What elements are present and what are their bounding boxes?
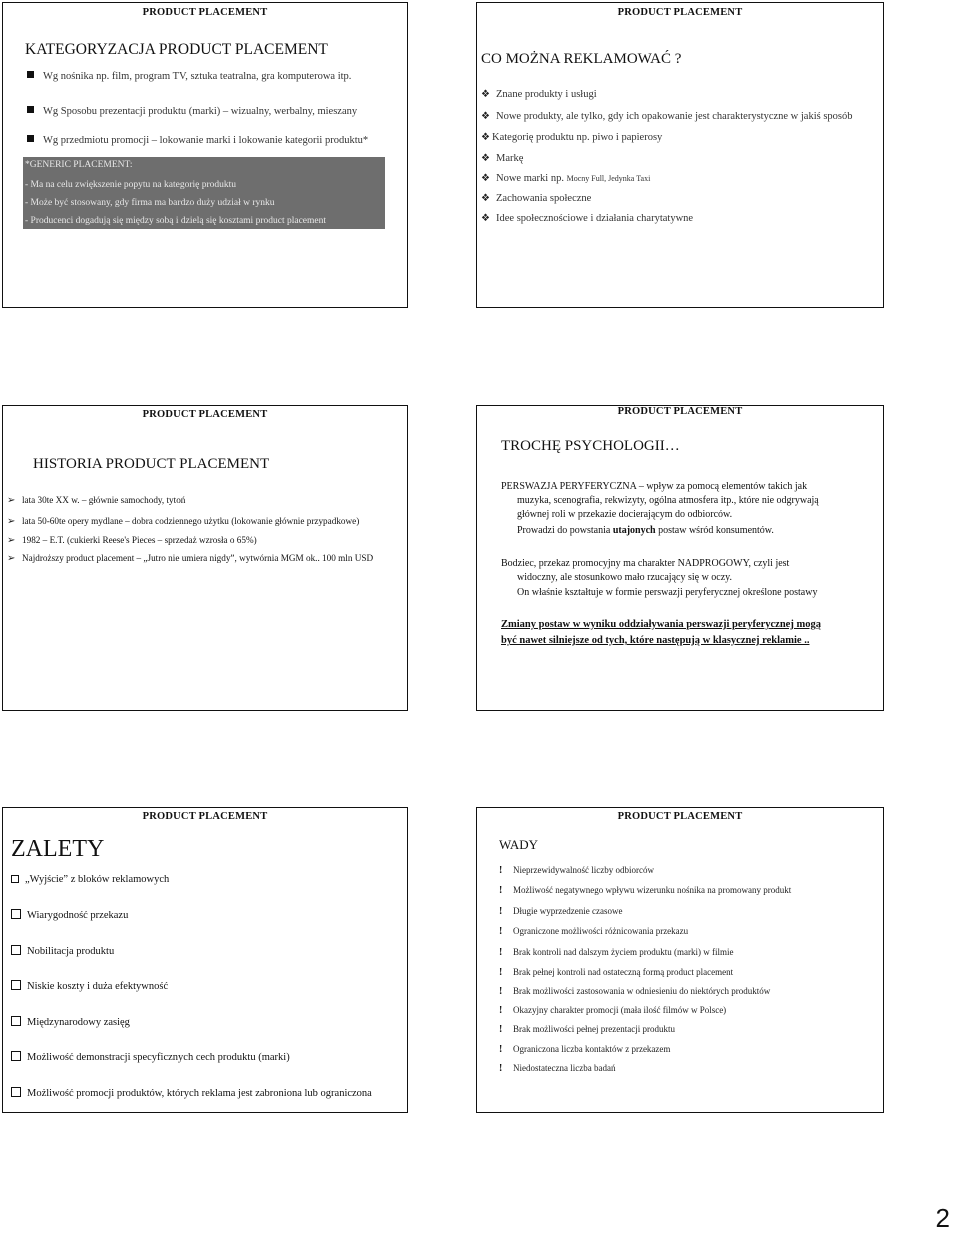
list-item: ❖ Kategorię produktu np. piwo i papierosy — [481, 132, 663, 143]
checkbox-bullet-icon — [11, 1016, 21, 1026]
square-bullet-icon — [27, 106, 34, 113]
exclamation-bullet-icon: ! — [499, 1063, 503, 1074]
paragraph-line: Prowadzi do powstania utajonych postaw wśród konsumentów. — [517, 525, 774, 536]
slide-header: PRODUCT PLACEMENT — [617, 406, 743, 417]
slide-header: PRODUCT PLACEMENT — [142, 7, 268, 18]
arrow-bullet-icon: ➢ — [7, 495, 16, 506]
checkbox-bullet-icon — [11, 909, 21, 919]
diamond-bullet-icon: ❖ — [481, 153, 490, 164]
checkbox-bullet-icon — [11, 980, 21, 990]
list-item: Nobilitacja produktu — [11, 945, 114, 957]
list-item: ❖ Nowe produkty, ale tylko, gdy ich opakowanie jest charakterystyczne w jakiś sposób — [481, 111, 853, 122]
slide-title: KATEGORYZACJA PRODUCT PLACEMENT — [25, 41, 328, 58]
list-item: Międzynarodowy zasięg — [11, 1016, 130, 1028]
generic-placement-box — [23, 157, 385, 229]
arrow-bullet-icon: ➢ — [7, 553, 16, 564]
list-item: ! Nieprzewidywalność liczby odbiorców — [499, 865, 654, 876]
exclamation-bullet-icon: ! — [499, 1024, 503, 1035]
exclamation-bullet-icon: ! — [499, 885, 503, 896]
arrow-bullet-icon: ➢ — [7, 516, 16, 527]
exclamation-bullet-icon: ! — [499, 986, 503, 997]
list-item: ! Brak możliwości pełnej prezentacji produktu — [499, 1024, 675, 1035]
list-item: Wg Sposobu prezentacji produktu (marki) – wizualny, werbalny, mieszany — [27, 106, 357, 117]
list-item: ! Brak kontroli nad dalszym życiem produktu (marki) w filmie — [499, 947, 734, 958]
slide-title: TROCHĘ PSYCHOLOGII… — [501, 438, 680, 454]
bold-statement: Zmiany postaw w wyniku oddziaływania perswazji peryferycznej mogą — [501, 619, 821, 630]
list-item: Możliwość demonstracji specyficznych cech produktu (marki) — [11, 1051, 290, 1063]
paragraph-line: muzyka, scenografia, rekwizyty, ogólna atmosfera itp., które nie odgrywają — [517, 495, 819, 506]
slide-title: ZALETY — [11, 836, 105, 862]
slide-title: CO MOŻNA REKLAMOWAĆ ? — [481, 51, 682, 67]
list-item: Wg nośnika np. film, program TV, sztuka teatralna, gra komputerowa itp. — [27, 71, 351, 82]
list-item: ➢ Najdroższy product placement – „Jutro nie umiera nigdy”, wytwórnia MGM ok.. 100 mln USD — [7, 553, 374, 564]
paragraph-line: widoczny, ale stosunkowo mało rzucający się w oczy. — [517, 572, 733, 583]
slide-title: HISTORIA PRODUCT PLACEMENT — [33, 456, 270, 472]
paragraph-line: głównej roli w przekazie docierającym do odbiorców. — [517, 509, 733, 520]
diamond-bullet-icon: ❖ — [481, 193, 490, 204]
list-item: ! Możliwość negatywnego wpływu wizerunku nośnika na promowany produkt — [499, 885, 792, 896]
square-bullet-icon — [27, 135, 34, 142]
slide-zalety — [2, 807, 408, 1113]
slide-header: PRODUCT PLACEMENT — [617, 7, 743, 18]
diamond-bullet-icon: ❖ — [481, 111, 490, 122]
list-item: „Wyjście” z bloków reklamowych — [11, 874, 169, 885]
slide-title: WADY — [499, 837, 538, 852]
list-item: ❖ Idee społecznościowe i działania charytatywne — [481, 213, 694, 224]
box-heading: *GENERIC PLACEMENT: — [25, 160, 133, 170]
list-item: Wiarygodność przekazu — [11, 909, 128, 921]
list-item: ! Niedostateczna liczba badań — [499, 1063, 616, 1074]
list-item: ❖ Markę — [481, 153, 524, 164]
square-bullet-icon — [27, 71, 34, 78]
diamond-bullet-icon: ❖ — [481, 132, 490, 143]
exclamation-bullet-icon: ! — [499, 967, 503, 978]
slide-co-mozna-reklamowac — [476, 2, 884, 308]
slide-kategoryzacja — [2, 2, 408, 308]
slide-header: PRODUCT PLACEMENT — [142, 811, 268, 822]
list-item: ! Długie wyprzedzenie czasowe — [499, 906, 623, 917]
box-line: - Ma na celu zwiększenie popytu na kategorię produktu — [25, 180, 237, 190]
list-item: ! Brak pełnej kontroli nad ostateczną formą product placement — [499, 967, 734, 978]
list-item: ! Brak możliwości zastosowania w odniesieniu do niektórych produktów — [499, 986, 771, 997]
page-number: 2 — [935, 1203, 950, 1233]
exclamation-bullet-icon: ! — [499, 906, 503, 917]
list-item: ❖ Nowe marki np. Mocny Full, Jedynka Taxi — [481, 173, 651, 184]
paragraph-line: On właśnie kształtuje w formie perswazji peryferycznej określone postawy — [517, 587, 818, 598]
exclamation-bullet-icon: ! — [499, 865, 503, 876]
list-item: ➢ 1982 – E.T. (cukierki Reese's Pieces – sprzedaż wzrosła o 65%) — [7, 535, 257, 546]
exclamation-bullet-icon: ! — [499, 1044, 503, 1055]
checkbox-bullet-icon — [11, 1087, 21, 1097]
list-item: Wg przedmiotu promocji – lokowanie marki i lokowanie kategorii produktu* — [27, 135, 368, 146]
paragraph-line: PERSWAZJA PERYFERYCZNA – wpływ za pomocą elementów takich jak — [501, 481, 808, 492]
box-line: - Producenci dogadują się między sobą i dzielą się kosztami product placement — [25, 216, 326, 226]
bold-statement: być nawet silniejsze od tych, które następują w klasycznej reklamie .. — [501, 635, 810, 646]
box-line: - Może być stosowany, gdy firma ma bardzo duży udział w rynku — [25, 198, 275, 208]
diamond-bullet-icon: ❖ — [481, 173, 490, 184]
list-item: Niskie koszty i duża efektywność — [11, 980, 168, 992]
list-item: ➢ lata 30te XX w. – głównie samochody, tytoń — [7, 495, 186, 506]
checkbox-bullet-icon — [11, 875, 19, 883]
list-item: ➢ lata 50-60te opery mydlane – dobra codziennego użytku (lokowanie głównie przypadkowe) — [7, 516, 360, 527]
arrow-bullet-icon: ➢ — [7, 535, 16, 546]
exclamation-bullet-icon: ! — [499, 1005, 503, 1016]
checkbox-bullet-icon — [11, 1051, 21, 1061]
exclamation-bullet-icon: ! — [499, 926, 503, 937]
slide-header: PRODUCT PLACEMENT — [142, 409, 268, 420]
list-item: ! Ograniczona liczba kontaktów z przekazem — [499, 1044, 671, 1055]
slide-wady — [476, 807, 884, 1113]
exclamation-bullet-icon: ! — [499, 947, 503, 958]
list-item: Możliwość promocji produktów, których reklama jest zabroniona lub ograniczona — [11, 1087, 372, 1099]
diamond-bullet-icon: ❖ — [481, 89, 490, 100]
list-item: ! Ograniczone możliwości różnicowania przekazu — [499, 926, 689, 937]
list-item: ❖ Zachowania społeczne — [481, 193, 592, 204]
paragraph-line: Bodziec, przekaz promocyjny ma charakter NADPROGOWY, czyli jest — [501, 558, 790, 569]
slide-psychologia — [476, 405, 884, 711]
list-item: ! Okazyjny charakter promocji (mała ilość filmów w Polsce) — [499, 1005, 727, 1016]
slide-historia — [2, 405, 408, 711]
checkbox-bullet-icon — [11, 945, 21, 955]
diamond-bullet-icon: ❖ — [481, 213, 490, 224]
list-item: ❖ Znane produkty i usługi — [481, 89, 597, 100]
slide-header: PRODUCT PLACEMENT — [617, 811, 743, 822]
example-text: Mocny Full, Jedynka Taxi — [566, 174, 651, 183]
